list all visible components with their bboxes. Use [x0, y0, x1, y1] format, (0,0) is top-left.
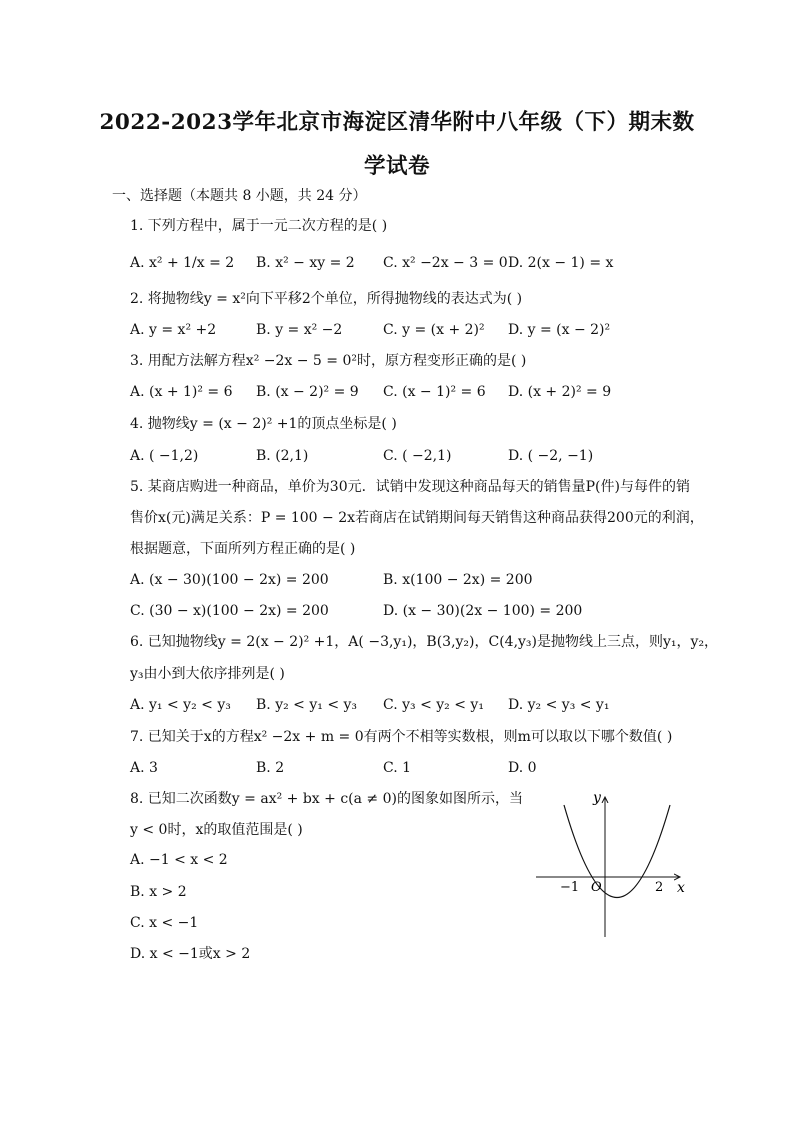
q1-option-c: C. x² −2x − 3 = 0: [383, 255, 508, 271]
q8-option-d: D. x < −1或x > 2: [130, 946, 251, 962]
q2-option-b: B. y = x² −2: [256, 322, 343, 338]
q7-option-d: D. 0: [508, 760, 537, 776]
q8-option-c: C. x < −1: [130, 915, 199, 931]
question-8-line-2: y < 0时，x的取值范围是( ): [130, 822, 303, 838]
q6-option-a: A. y₁ < y₂ < y₃: [130, 697, 231, 713]
q6-option-c: C. y₃ < y₂ < y₁: [383, 697, 484, 713]
q5-option-a: A. (x − 30)(100 − 2x) = 200: [130, 572, 329, 588]
question-6-line-2: y₃由小到大依序排列是( ): [130, 666, 285, 682]
q1-option-b: B. x² − xy = 2: [256, 255, 355, 271]
neg-one-label: −1: [560, 880, 580, 895]
page-title: 2022-2023学年北京市海淀区清华附中八年级（下）期末数学试卷: [99, 110, 695, 179]
two-label: 2: [655, 880, 664, 895]
q4-option-c: C. ( −2,1): [383, 448, 452, 464]
parabola-graph: [530, 785, 700, 945]
q8-option-b: B. x > 2: [130, 884, 187, 900]
q2-option-d: D. y = (x − 2)²: [508, 322, 611, 338]
question-3: 3. 用配方法解方程x² −2x − 5 = 0²时，原方程变形正确的是( ): [130, 353, 527, 369]
q3-option-d: D. (x + 2)² = 9: [508, 384, 612, 400]
section-heading: 一、选择题（本题共 8 小题，共 24 分）: [112, 188, 367, 204]
q2-option-c: C. y = (x + 2)²: [383, 322, 485, 338]
question-5-line-2: 售价x(元)满足关系：P = 100 − 2x若商店在试销期间每天销售这种商品获得200元的利润，: [130, 510, 704, 526]
x-axis-label: x: [677, 880, 685, 896]
q3-option-c: C. (x − 1)² = 6: [383, 384, 486, 400]
q7-option-b: B. 2: [256, 760, 285, 776]
q6-option-b: B. y₂ < y₁ < y₃: [256, 697, 358, 713]
question-1: 1. 下列方程中，属于一元二次方程的是( ): [130, 218, 388, 234]
q7-option-a: A. 3: [130, 760, 158, 776]
q7-option-c: C. 1: [383, 760, 412, 776]
q6-option-d: D. y₂ < y₃ < y₁: [508, 697, 610, 713]
q1-option-d: D. 2(x − 1) = x: [508, 255, 614, 271]
q4-option-a: A. ( −1,2): [130, 448, 199, 464]
question-5-line-3: 根据题意，下面所列方程正确的是( ): [130, 541, 356, 557]
q4-option-d: D. ( −2, −1): [508, 448, 594, 464]
q4-option-b: B. (2,1): [256, 448, 309, 464]
q5-option-d: D. (x − 30)(2x − 100) = 200: [383, 603, 583, 619]
q3-option-a: A. (x + 1)² = 6: [130, 384, 233, 400]
question-2: 2. 将抛物线y = x²向下平移2个单位，所得抛物线的表达式为( ): [130, 291, 523, 307]
q8-option-a: A. −1 < x < 2: [130, 852, 228, 868]
question-7: 7. 已知关于x的方程x² −2x + m = 0有两个不相等实数根，则m可以取以下哪个数值( ): [130, 729, 673, 745]
question-6-line-1: 6. 已知抛物线y = 2(x − 2)² +1，A( −3,y₁)，B(3,y₂)，C(4,y₃)是抛物线上三点，则y₁，y₂，: [130, 634, 719, 650]
q5-option-b: B. x(100 − 2x) = 200: [383, 572, 533, 588]
question-5-line-1: 5. 某商店购进一种商品，单价为30元．试销中发现这种商品每天的销售量P(件)与每件的销: [130, 479, 690, 495]
origin-label: O: [591, 880, 602, 895]
question-8-line-1: 8. 已知二次函数y = ax² + bx + c(a ≠ 0)的图象如图所示，当: [130, 791, 523, 807]
q5-option-c: C. (30 − x)(100 − 2x) = 200: [130, 603, 329, 619]
q1-option-a: A. x² + 1/x = 2: [130, 255, 235, 271]
question-4: 4. 抛物线y = (x − 2)² +1的顶点坐标是( ): [130, 416, 397, 432]
y-axis-label: y: [593, 790, 601, 806]
q2-option-a: A. y = x² +2: [130, 322, 217, 338]
q3-option-b: B. (x − 2)² = 9: [256, 384, 359, 400]
